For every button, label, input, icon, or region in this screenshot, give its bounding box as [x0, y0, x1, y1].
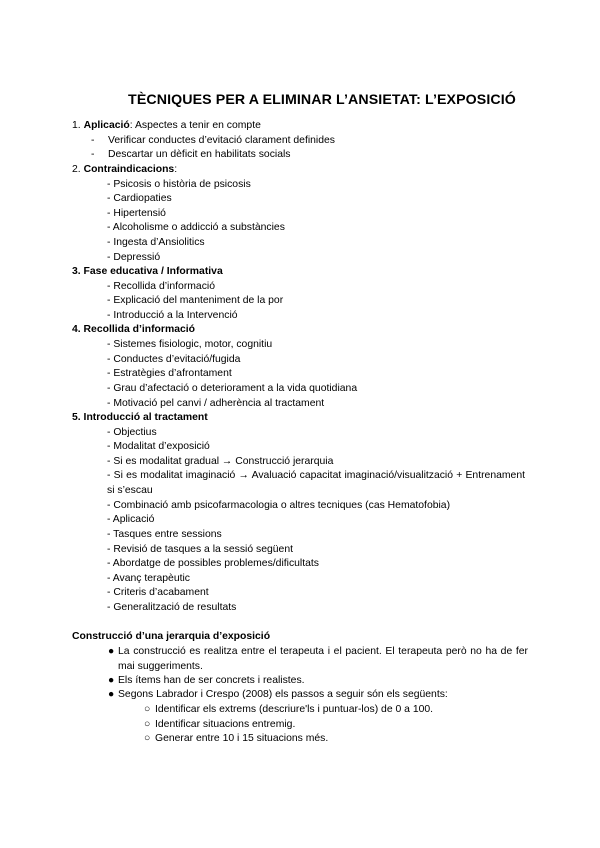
- list-item: - Si es modalitat gradual → Construcció jerarquia: [107, 456, 334, 467]
- list-item: Verificar conductes d’evitació clarament definides: [108, 135, 335, 146]
- list-item: - Grau d’afectació o deteriorament a la vida quotidiana: [107, 383, 358, 394]
- list-item: - Ingesta d’Ansiolitics: [107, 237, 205, 248]
- bullet-item: Segons Labrador i Crespo (2008) els passos a seguir són els següents:: [118, 689, 448, 700]
- bullet-icon: ●: [108, 689, 115, 700]
- list-item: - Objectius: [107, 427, 157, 438]
- list-item: - Alcoholisme o addicció a substàncies: [107, 222, 285, 233]
- section-4-heading: 4. Recollida d’informació: [72, 324, 195, 335]
- list-item-long: - Si es modalitat imaginació → Avaluació capacitat imaginació/visualització + Entrenament si s’escau: [107, 470, 525, 496]
- sub-bullet-item: Generar entre 10 i 15 situacions més.: [155, 733, 329, 744]
- list-item: - Depressió: [107, 252, 161, 263]
- list-item: - Revisió de tasques a la sessió següent: [107, 544, 293, 555]
- list-item: - Tasques entre sessions: [107, 529, 222, 540]
- list-item: - Introducció a la Intervenció: [107, 310, 238, 321]
- bullet-icon: ●: [108, 646, 115, 657]
- list-item: - Recollida d’informació: [107, 281, 215, 292]
- circle-bullet-icon: ○: [144, 733, 151, 744]
- list-item: - Motivació pel canvi / adherència al tractament: [107, 398, 325, 409]
- section-3-heading: 3. Fase educativa / Informativa: [72, 266, 223, 277]
- list-item: - Estratègies d’afrontament: [107, 368, 232, 379]
- sub-bullet-item: Identificar els extrems (descriure'ls i puntuar-los) de 0 a 100.: [155, 704, 434, 715]
- section-1-heading: 1. Aplicació: Aspectes a tenir en compte: [72, 120, 261, 131]
- list-dash: -: [91, 149, 95, 160]
- section-2-heading: 2. Contraindicacions:: [72, 164, 178, 175]
- list-item: - Conductes d’evitació/fugida: [107, 354, 241, 365]
- bullet-item: La construcció es realitza entre el terapeuta i el pacient. El terapeuta però no ha de fer mai suggeriments.: [118, 646, 528, 672]
- hierarchy-heading: Construcció d’una jerarquia d’exposició: [72, 631, 271, 642]
- list-item: - Avanç terapèutic: [107, 573, 190, 584]
- list-item: - Generalització de resultats: [107, 602, 237, 613]
- bullet-item: Els ítems han de ser concrets i realistes.: [118, 675, 305, 686]
- page-title: TÈCNIQUES PER A ELIMINAR L’ANSIETAT: L’EXPOSICIÓ: [128, 92, 516, 108]
- list-item: - Hipertensió: [107, 208, 166, 219]
- list-item: - Abordatge de possibles problemes/dificultats: [107, 558, 319, 569]
- list-item: - Psicosis o història de psicosis: [107, 179, 251, 190]
- list-item: - Modalitat d’exposició: [107, 441, 210, 452]
- section-5-heading: 5. Introducció al tractament: [72, 412, 208, 423]
- circle-bullet-icon: ○: [144, 719, 151, 730]
- list-item: - Sistemes fisiologic, motor, cognitiu: [107, 339, 273, 350]
- list-item: - Criteris d’acabament: [107, 587, 209, 598]
- list-item: Descartar un dèficit en habilitats socials: [108, 149, 291, 160]
- list-item: - Aplicació: [107, 514, 155, 525]
- bullet-icon: ●: [108, 675, 115, 686]
- list-dash: -: [91, 135, 95, 146]
- circle-bullet-icon: ○: [144, 704, 151, 715]
- sub-bullet-item: Identificar situacions entremig.: [155, 719, 296, 730]
- list-item: - Combinació amb psicofarmacologia o altres tecniques (cas Hematofobia): [107, 500, 451, 511]
- list-item: - Cardiopaties: [107, 193, 172, 204]
- list-item: - Explicació del manteniment de la por: [107, 295, 284, 306]
